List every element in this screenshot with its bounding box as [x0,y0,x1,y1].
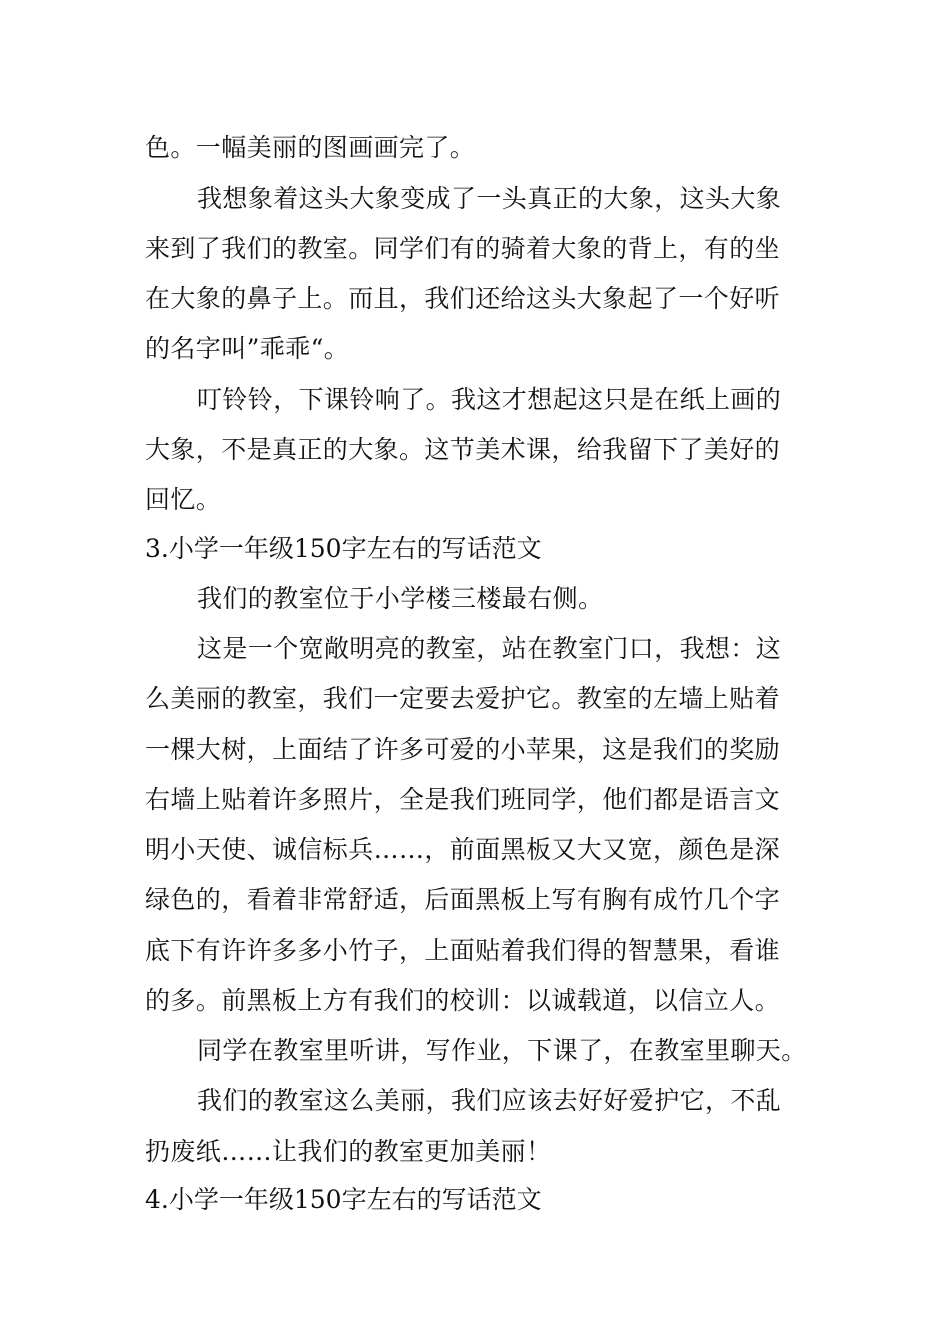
section-heading: 3.小学一年级150字左右的写话范文 [145,534,542,563]
paragraph-line: 底下有许许多多小竹子，上面贴着我们得的智慧果，看谁 [145,936,781,965]
paragraph-line: 大象，不是真正的大象。这节美术课，给我留下了美好的 [145,435,781,464]
paragraph-line: 我想象着这头大象变成了一头真正的大象，这头大象 [197,184,782,213]
paragraph-line: 我们的教室位于小学楼三楼最右侧。 [197,584,604,613]
paragraph-line: 的名字叫”乖乖“。 [145,334,350,363]
paragraph-line: 在大象的鼻子上。而且，我们还给这头大象起了一个好听 [145,284,781,313]
paragraph-line: 一棵大树，上面结了许多可爱的小苹果，这是我们的奖励 [145,735,781,764]
paragraph-line: 这是一个宽敞明亮的教室，站在教室门口，我想：这 [197,634,782,663]
paragraph-line: 的多。前黑板上方有我们的校训：以诚载道，以信立人。 [145,986,781,1015]
paragraph-line: 右墙上贴着许多照片，全是我们班同学，他们都是语言文 [145,785,781,814]
paragraph-line: 绿色的，看着非常舒适，后面黑板上写有胸有成竹几个字 [145,885,781,914]
paragraph-line: 叮铃铃，下课铃响了。我这才想起这只是在纸上画的 [197,385,782,414]
paragraph-line: 我们的教室这么美丽，我们应该去好好爱护它，不乱 [197,1086,782,1115]
paragraph-line: 明小天使、诚信标兵……，前面黑板又大又宽，颜色是深 [145,835,781,864]
paragraph-line: 扔废纸……让我们的教室更加美丽！ [145,1137,552,1166]
paragraph-line: 么美丽的教室，我们一定要去爱护它。教室的左墙上贴着 [145,684,781,713]
paragraph-line: 回忆。 [145,485,222,514]
paragraph-line: 来到了我们的教室。同学们有的骑着大象的背上，有的坐 [145,234,781,263]
paragraph-line: 同学在教室里听讲，写作业，下课了，在教室里聊天。 [197,1036,807,1065]
section-heading: 4.小学一年级150字左右的写话范文 [145,1185,542,1214]
paragraph-line: 色。一幅美丽的图画画完了。 [145,133,476,162]
